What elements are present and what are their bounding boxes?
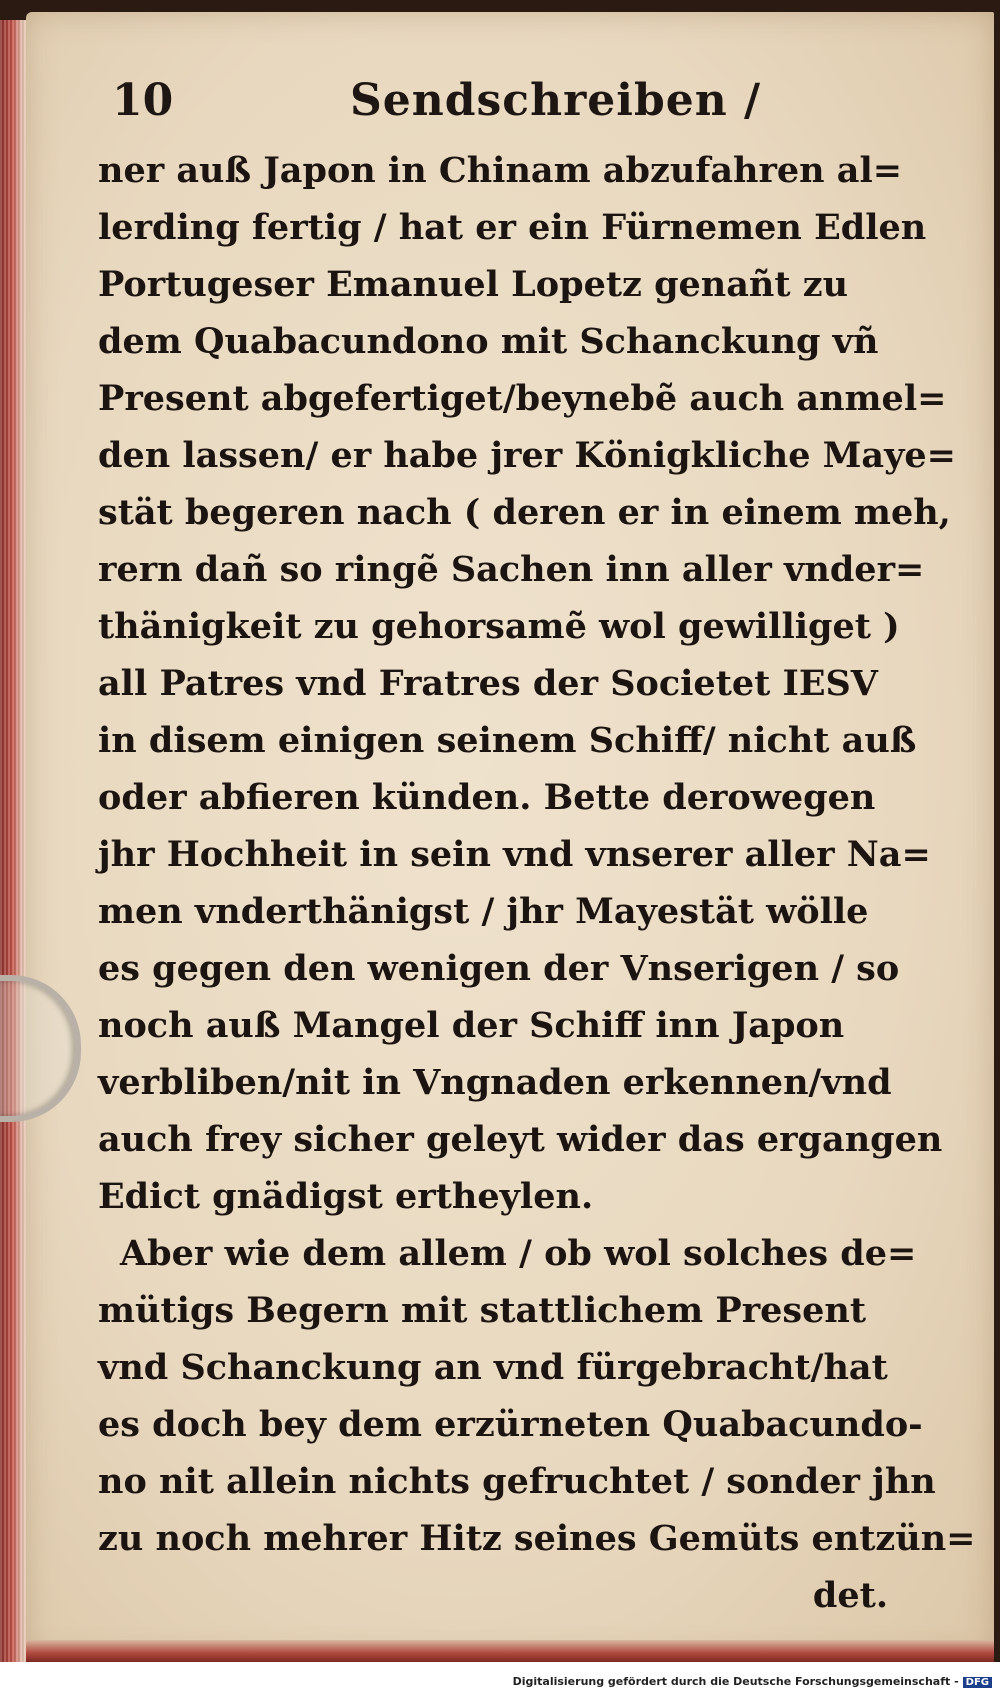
body-text <box>98 142 976 1624</box>
text-line: men vnderthänigst / jhr Mayestät wölle <box>98 891 869 932</box>
dfg-logo: DFG <box>963 1677 992 1688</box>
text-line: in disem einigen seinem Schiff/ nicht auß <box>98 720 917 761</box>
text-line: lerding fertig / hat er ein Fürnemen Edlen <box>98 207 927 248</box>
text-line: auch frey sicher geleyt wider das ergangen <box>98 1119 943 1160</box>
text-line: den lassen/ er habe jrer Königkliche Maye= <box>98 435 956 476</box>
text-line: Portugeser Emanuel Lopetz genañt zu <box>98 264 849 305</box>
text-line: jhr Hochheit in sein vnd vnserer aller Na= <box>98 834 931 875</box>
page-header <box>100 75 880 135</box>
page-number: 10 <box>112 75 174 126</box>
text-line: noch auß Mangel der Schiff inn Japon <box>98 1005 845 1046</box>
text-line: ner auß Japon in Chinam abzufahren al= <box>98 150 903 191</box>
text-line: Edict gnädigst ertheylen. <box>98 1176 594 1217</box>
paragraph-first-line: Aber wie dem allem / ob wol solches de= <box>120 1233 917 1274</box>
text-line: thänigkeit zu gehorsamẽ wol gewilliget ) <box>98 606 900 647</box>
text-line: es doch bey dem erzürneten Quabacundo- <box>98 1404 923 1445</box>
text-line: stät begeren nach ( deren er in einem meh, <box>98 492 951 533</box>
text-line: all Patres vnd Fratres der Societet IESV <box>98 663 878 704</box>
catchword-line: det. <box>812 1575 888 1616</box>
text-line: dem Quabacundono mit Schanckung vñ <box>98 321 879 362</box>
text-line: verbliben/nit in Vngnaden erkennen/vnd <box>98 1062 892 1103</box>
text-line: mütigs Begern mit stattlichem Present <box>98 1290 866 1331</box>
text-line: Present abgefertiget/beynebẽ auch anmel= <box>98 378 947 419</box>
credit-text: Digitalisierung gefördert durch die Deutsche Forschungsgemeinschaft - <box>512 1675 959 1688</box>
text-line: zu noch mehrer Hitz seines Gemüts entzün= <box>98 1518 976 1559</box>
text-line: oder abfieren künden. Bette derowegen <box>98 777 876 818</box>
text-line: vnd Schanckung an vnd fürgebracht/hat <box>98 1347 888 1388</box>
text-line: no nit allein nichts gefruchtet / sonder jhn <box>98 1461 936 1502</box>
text-line: es gegen den wenigen der Vnserigen / so <box>98 948 900 989</box>
text-line: rern dañ so ringẽ Sachen inn aller vnder= <box>98 549 925 590</box>
page-bottom-edge <box>26 1640 994 1662</box>
digitization-credit <box>513 1675 992 1688</box>
running-title: Sendschreiben / <box>350 75 762 126</box>
